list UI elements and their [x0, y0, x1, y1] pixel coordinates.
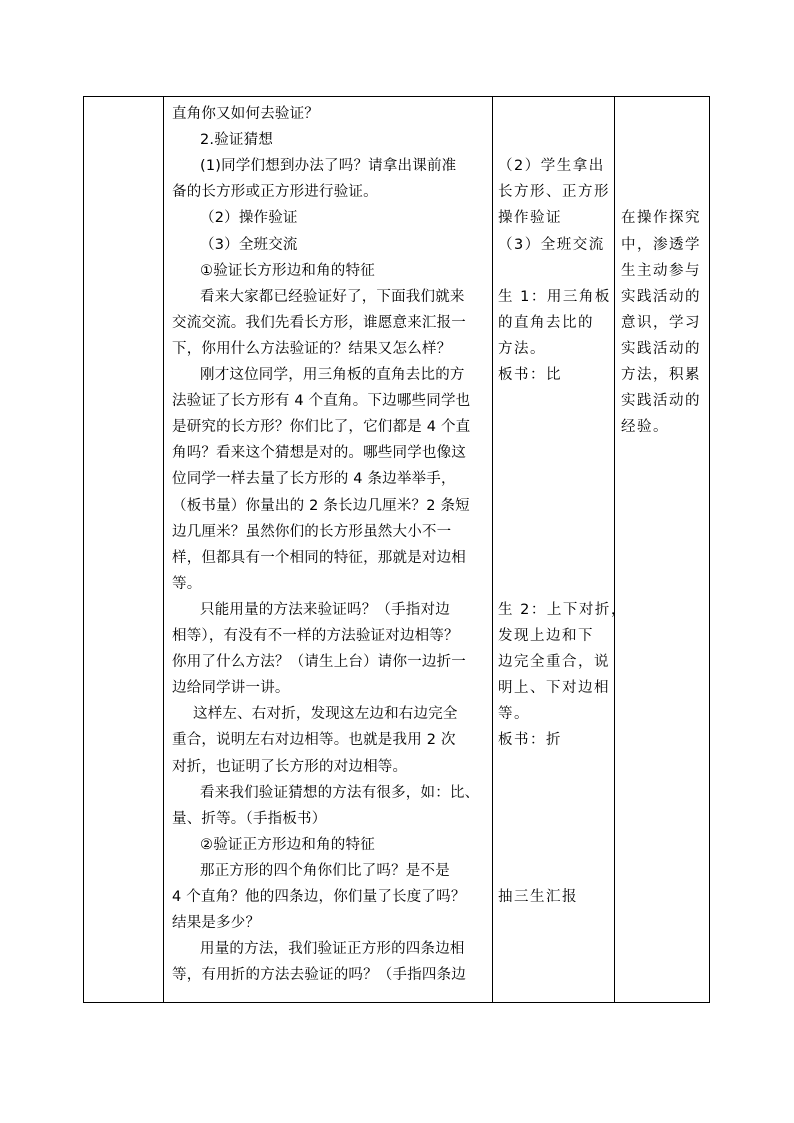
text-line: 板书：折: [498, 732, 562, 749]
text-line: （板书量）你量出的 2 条长边几厘米？2 条短: [172, 497, 470, 514]
text-line: ①验证长方形边和角的特征: [200, 262, 375, 279]
text-line: 这样左、右对折，发现这左边和右边完全: [193, 706, 458, 723]
text-line: 是研究的长方形？你们比了，它们都是 4 个直: [172, 419, 471, 436]
text-line: 的直角去比的: [498, 314, 594, 331]
text-line: 意识，学习: [621, 314, 701, 331]
text-line: 边几厘米？虽然你们的长方形虽然大小不一: [172, 523, 452, 540]
text-line: 生 2：上下对折，: [498, 601, 627, 618]
text-line: ②验证正方形边和角的特征: [200, 836, 375, 853]
text-line: 经验。: [621, 419, 669, 436]
text-line: 板书：比: [498, 367, 562, 383]
text-line: 下，你用什么方法验证的？结果又怎么样？: [172, 340, 452, 357]
text-line: （2）操作验证: [200, 210, 298, 227]
lesson-plan-table: [83, 96, 710, 1003]
text-line: 用量的方法，我们验证正方形的四条边相: [200, 941, 465, 958]
text-line: （3）全班交流: [200, 236, 298, 253]
text-line: 操作验证: [498, 210, 562, 227]
text-line: 交流交流。我们先看长方形，谁愿意来汇报一: [172, 314, 466, 331]
text-line: 抽三生汇报: [498, 889, 578, 905]
text-line: 方法。: [498, 340, 546, 357]
text-line: 那正方形的四个角你们比了吗？是不是: [200, 862, 450, 879]
text-line: 刚才这位同学，用三角板的直角去比的方: [200, 367, 465, 383]
text-line: 样，但都具有一个相同的特征，那就是对边相: [172, 549, 466, 566]
text-line: 重合，说明左右对边相等。也就是我用 2 次: [172, 732, 456, 749]
text-line: 看来我们验证猜想的方法有很多，如：比、: [200, 784, 480, 801]
text-line: 在操作探究: [621, 210, 701, 227]
column-divider: [492, 97, 493, 1002]
text-line: 等。: [172, 575, 202, 592]
text-line: 只能用量的方法来验证吗？（手指对边: [200, 601, 450, 618]
text-line: 发现上边和下: [498, 628, 594, 644]
text-line: 角吗？看来这个猜想是对的。哪些同学也像这: [172, 445, 466, 462]
text-line: 生主动参与: [621, 262, 701, 279]
text-line: 量、折等。（手指板书）: [172, 810, 327, 827]
text-line: 等。: [498, 706, 530, 723]
text-line: 实践活动的: [621, 393, 701, 410]
text-line: 实践活动的: [621, 288, 701, 305]
text-line: 你用了什么方法？（请生上台）请你一边折一: [172, 654, 466, 671]
text-line: 长方形、正方形: [498, 184, 610, 201]
text-line: 等，有用折的方法去验证的吗？（手指四条边: [172, 967, 466, 984]
text-line: 对折，也证明了长方形的对边相等。: [172, 758, 408, 775]
text-line: 4 个直角？他的四条边，你们量了长度了吗？: [172, 889, 466, 905]
text-line: 法验证了长方形有 4 个直角。下边哪些同学也: [172, 393, 471, 410]
text-line: (1)同学们想到办法了吗？请拿出课前准: [200, 158, 457, 175]
text-line: （3）全班交流: [498, 236, 605, 253]
text-line: 看来大家都已经验证好了，下面我们就来: [200, 288, 465, 305]
text-line: （2）学生拿出: [498, 158, 605, 175]
text-line: 明上、下对边相: [498, 680, 610, 697]
text-line: 2.验证猜想: [200, 132, 274, 149]
text-line: 生 1：用三角板: [498, 288, 611, 305]
column-divider: [163, 97, 164, 1002]
text-line: 结果是多少？: [172, 915, 261, 932]
column-divider: [614, 97, 615, 1002]
text-line: 方法，积累: [621, 367, 701, 383]
text-line: 备的长方形或正方形进行验证。: [172, 184, 378, 201]
text-line: 中，渗透学: [621, 236, 701, 253]
text-line: 直角你又如何去验证？: [172, 106, 319, 122]
text-line: 位同学一样去量了长方形的 4 条边举举手，: [172, 471, 456, 488]
text-line: 相等），有没有不一样的方法验证对边相等？: [172, 628, 459, 644]
text-line: 边完全重合，说: [498, 654, 610, 671]
text-line: 边给同学讲一讲。: [172, 680, 290, 697]
text-line: 实践活动的: [621, 340, 701, 357]
